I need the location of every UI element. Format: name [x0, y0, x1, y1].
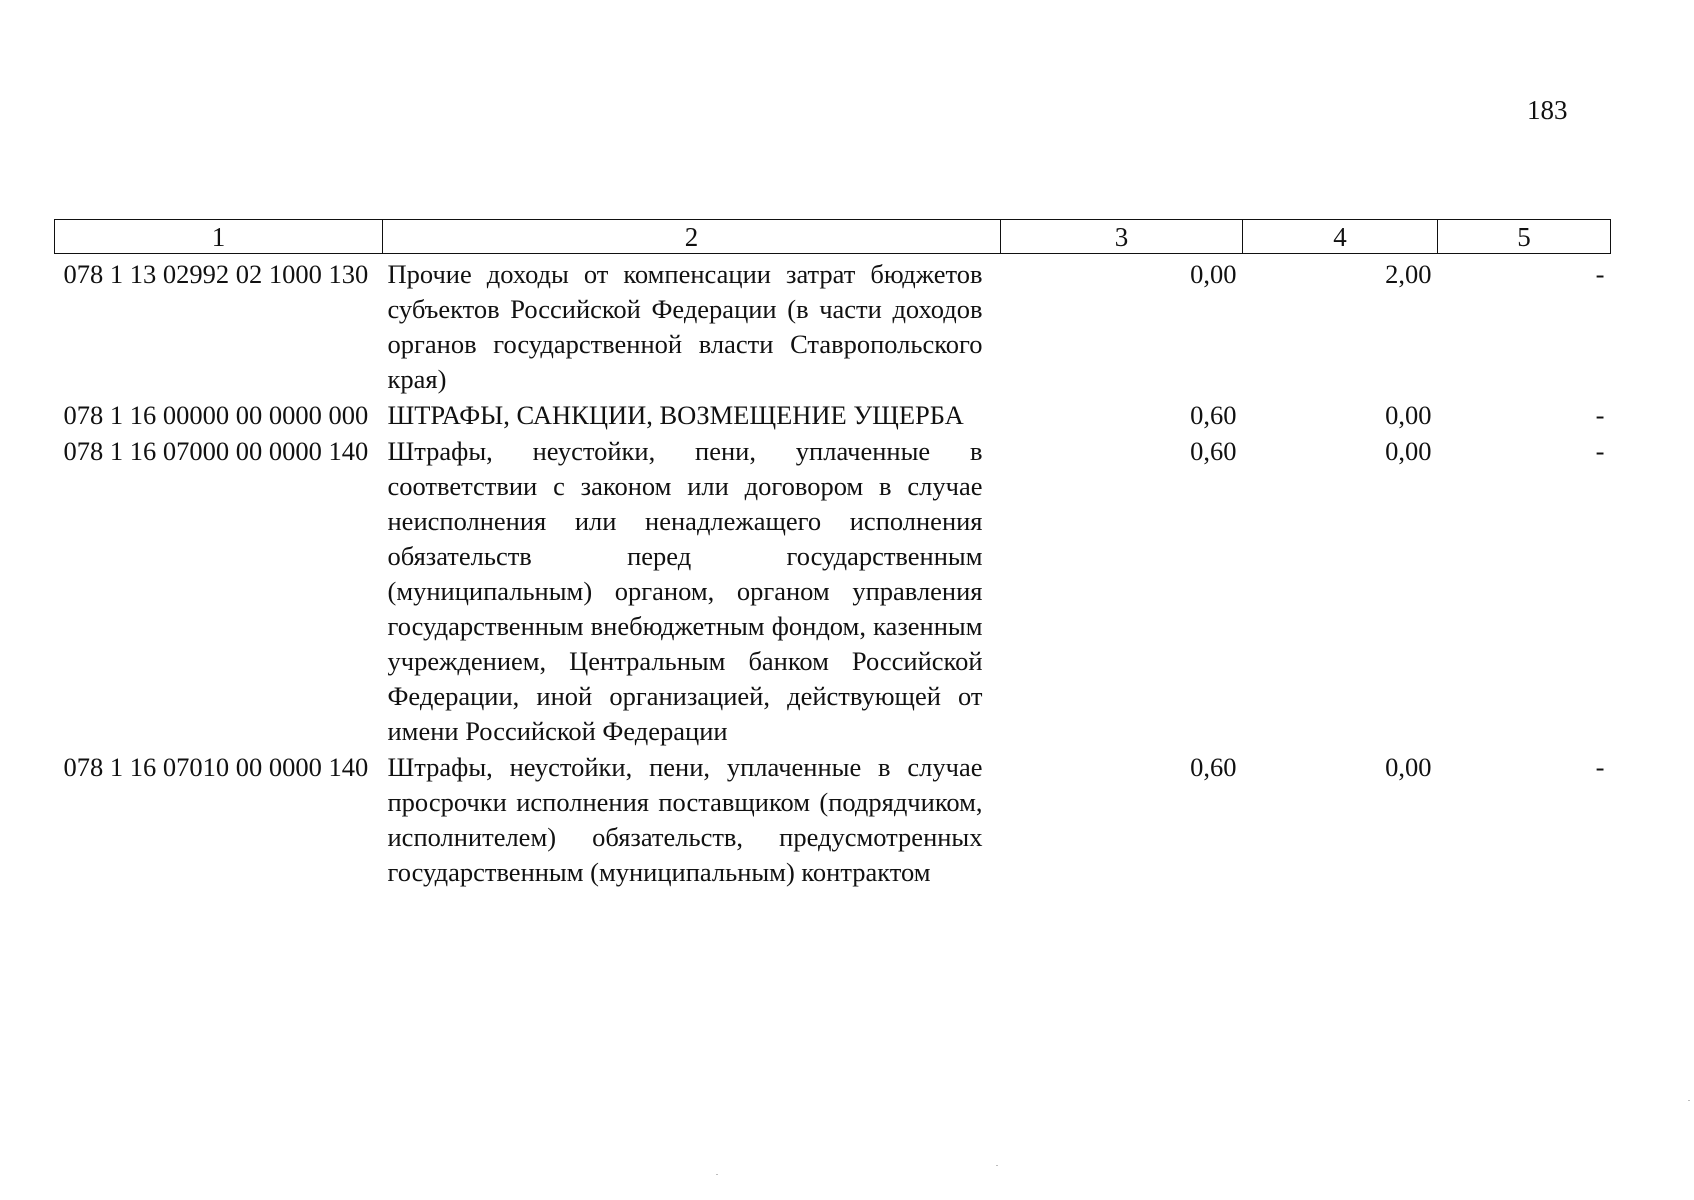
column-header-3: 3: [1001, 220, 1243, 254]
column-header-4: 4: [1243, 220, 1438, 254]
scan-speck: [716, 1174, 718, 1175]
budget-code-cell: 078 1 16 07010 00 0000 140: [63, 752, 369, 782]
table-body: [55, 254, 1611, 891]
scan-speck: [996, 1165, 998, 1166]
column-4-value: 0,00: [1385, 436, 1432, 466]
header-row: [55, 220, 1611, 254]
table-row: [55, 433, 1611, 749]
column-header-5: 5: [1438, 220, 1611, 254]
table-row: [55, 749, 1611, 890]
revenue-name-cell: [383, 397, 1001, 433]
budget-code-cell: 078 1 16 00000 00 0000 000: [63, 400, 369, 430]
column-5-value: -: [1595, 400, 1605, 430]
table-row: [55, 254, 1611, 398]
revenue-name-text: Прочие доходы от компенсации затрат бюджетов субъектов Российской Федерации (в части доходов органов государственной власти Ставропольского края): [387, 259, 983, 394]
revenue-table: [54, 219, 1611, 890]
column-3-value: 0,60: [1190, 400, 1237, 430]
budget-code-cell: 078 1 16 07000 00 0000 140: [63, 436, 369, 466]
budget-code-cell: 078 1 13 02992 02 1000 130: [63, 259, 369, 289]
revenue-table-container: [54, 219, 1610, 890]
column-5-value: -: [1595, 436, 1605, 466]
revenue-name-cell: [383, 254, 1001, 398]
column-5-value: -: [1595, 259, 1605, 289]
column-3-value: 0,60: [1190, 752, 1237, 782]
column-4-value: 0,00: [1385, 752, 1432, 782]
table-row: [55, 397, 1611, 433]
column-3-value: 0,00: [1190, 259, 1237, 289]
scan-speck: [1688, 1100, 1690, 1101]
column-header-1: 1: [55, 220, 383, 254]
revenue-name-text: Штрафы, неустойки, пени, уплаченные в случае просрочки исполнения поставщиком (подрядчиком, исполнителем) обязательств, предусмотренных государственным (муниципальным) контрактом: [387, 752, 983, 887]
column-header-2: 2: [383, 220, 1001, 254]
page-number: 183: [1527, 95, 1568, 125]
column-4-value: 2,00: [1385, 259, 1432, 289]
revenue-name-text: Штрафы, неустойки, пени, уплаченные в соответствии с законом или договором в случае неисполнения или ненадлежащего исполнения обязательств перед государственным (муниципальным) органом, органом управления государственным внебюджетным фондом, казенным учреждением, Центральным банком Российской Федерации, иной организацией, действующей от имени Российской Федерации: [387, 436, 983, 746]
column-5-value: -: [1595, 752, 1605, 782]
column-4-value: 0,00: [1385, 400, 1432, 430]
column-3-value: 0,60: [1190, 436, 1237, 466]
table-header: [55, 220, 1611, 254]
revenue-name-cell: [383, 433, 1001, 749]
revenue-name-text: ШТРАФЫ, САНКЦИИ, ВОЗМЕЩЕНИЕ УЩЕРБА: [387, 400, 964, 430]
revenue-name-cell: [383, 749, 1001, 890]
